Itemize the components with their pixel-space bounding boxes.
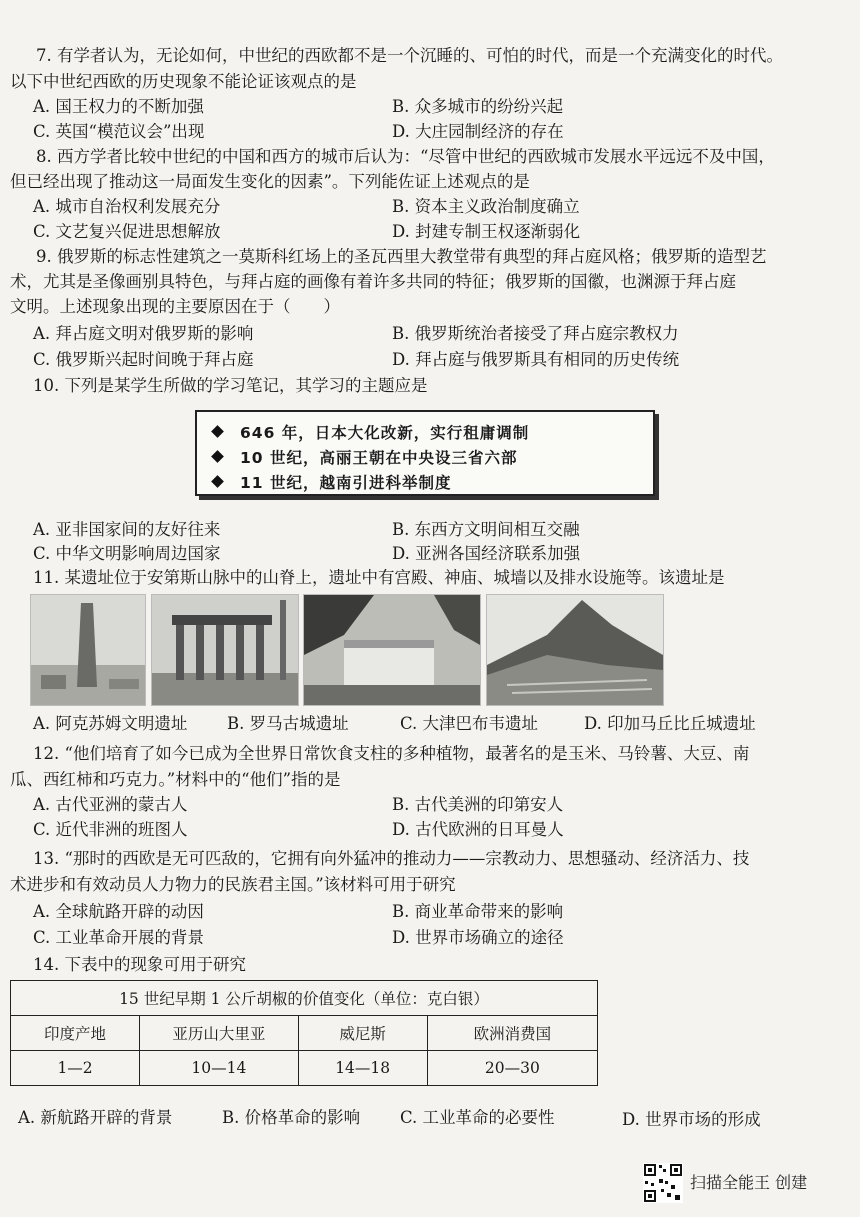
qr-code-icon <box>643 1163 683 1203</box>
header-venice: 威尼斯 <box>298 1016 427 1051</box>
value-alexandria: 10—14 <box>140 1051 298 1086</box>
q14-stem: 14. 下表中的现象可用于研究 <box>33 955 246 974</box>
table-header-row <box>11 1016 598 1051</box>
q9-stem-line1: 9. 俄罗斯的标志性建筑之一莫斯科红场上的圣瓦西里大教堂带有典型的拜占庭风格；俄罗斯的造型艺 <box>36 247 767 266</box>
header-europe: 欧洲消费国 <box>427 1016 597 1051</box>
pepper-price-table <box>10 980 598 1086</box>
note-item <box>213 471 451 493</box>
q11-stem: 11. 某遗址位于安第斯山脉中的山脊上，遗址中有宫殿、神庙、城墙以及排水设施等。该遗址是 <box>33 568 725 587</box>
q7-option-d: D. 大庄园制经济的存在 <box>392 122 564 141</box>
q7-stem-line2: 以下中世纪西欧的历史现象不能论证该观点的是 <box>10 72 357 91</box>
table-title: 15 世纪早期 1 公斤胡椒的价值变化（单位：克白银） <box>11 981 598 1016</box>
study-notes-box <box>195 410 655 496</box>
photo-great-zimbabwe <box>303 594 481 706</box>
q8-stem-line1: 8. 西方学者比较中世纪的中国和西方的城市后认为：“尽管中世纪的西欧城市发展水平远远不及中国， <box>36 147 775 166</box>
q8-option-c: C. 文艺复兴促进思想解放 <box>33 222 221 241</box>
q12-option-d: D. 古代欧洲的日耳曼人 <box>392 820 564 839</box>
q13-option-d: D. 世界市场确立的途径 <box>392 928 564 947</box>
q7-option-a: A. 国王权力的不断加强 <box>33 97 204 116</box>
q12-option-b: B. 古代美洲的印第安人 <box>392 795 564 814</box>
q12-stem-line1: 12. “他们培育了如今已成为全世界日常饮食支柱的多种植物，最著名的是玉米、马铃薯、大豆、南 <box>33 744 750 763</box>
q11-option-b: B. 罗马古城遗址 <box>227 714 349 733</box>
q10-option-c: C. 中华文明影响周边国家 <box>33 544 221 563</box>
q14-option-a: A. 新航路开辟的背景 <box>18 1108 173 1127</box>
value-europe: 20—30 <box>427 1051 597 1086</box>
note-text: 10 世纪，高丽王朝在中央设三省六部 <box>240 449 518 467</box>
q9-option-a: A. 拜占庭文明对俄罗斯的影响 <box>33 324 254 343</box>
q8-option-b: B. 资本主义政治制度确立 <box>392 197 580 216</box>
header-alexandria: 亚历山大里亚 <box>140 1016 298 1051</box>
photo-machu-picchu <box>486 594 664 706</box>
q7-option-b: B. 众多城市的纷纷兴起 <box>392 97 564 116</box>
q10-option-d: D. 亚洲各国经济联系加强 <box>392 544 581 563</box>
value-india: 1—2 <box>11 1051 140 1086</box>
q12-stem-line2: 瓜、西红柿和巧克力。”材料中的“他们”指的是 <box>10 770 341 789</box>
q13-stem-line2: 术进步和有效动员人力物力的民族君主国。”该材料可用于研究 <box>10 875 456 894</box>
q10-stem: 10. 下列是某学生所做的学习笔记，其学习的主题应是 <box>33 376 428 395</box>
q12-option-c: C. 近代非洲的班图人 <box>33 820 188 839</box>
q10-option-b: B. 东西方文明间相互交融 <box>392 520 580 539</box>
table-title-row <box>11 981 598 1016</box>
note-item <box>213 446 517 468</box>
q7-stem-line1: 7. 有学者认为，无论如何，中世纪的西欧都不是一个沉睡的、可怕的时代，而是一个充满变化的时代。 <box>36 46 783 65</box>
q13-option-b: B. 商业革命带来的影响 <box>392 902 564 921</box>
q9-option-c: C. 俄罗斯兴起时间晚于拜占庭 <box>33 350 254 369</box>
q14-option-d: D. 世界市场的形成 <box>622 1110 761 1129</box>
q7-option-c: C. 英国“模范议会”出现 <box>33 122 205 141</box>
q12-option-a: A. 古代亚洲的蒙古人 <box>33 795 188 814</box>
q8-option-d: D. 封建专制王权逐渐弱化 <box>392 222 581 241</box>
q10-option-a: A. 亚非国家间的友好往来 <box>33 520 221 539</box>
q13-stem-line1: 13. “那时的西欧是无可匹敌的，它拥有向外猛冲的推动力——宗教动力、思想骚动、经济活力、技 <box>33 849 750 868</box>
note-item <box>213 421 529 443</box>
header-india: 印度产地 <box>11 1016 140 1051</box>
diamond-bullet-icon <box>211 425 224 438</box>
q13-option-a: A. 全球航路开辟的动因 <box>33 902 204 921</box>
note-text: 11 世纪，越南引进科举制度 <box>240 474 452 492</box>
value-venice: 14—18 <box>298 1051 427 1086</box>
q9-stem-line3: 文明。上述现象出现的主要原因在于（ ） <box>10 297 340 316</box>
q9-option-b: B. 俄罗斯统治者接受了拜占庭宗教权力 <box>392 324 679 343</box>
q9-option-d: D. 拜占庭与俄罗斯具有相同的历史传统 <box>392 350 680 369</box>
table-value-row <box>11 1051 598 1086</box>
diamond-bullet-icon <box>211 475 224 488</box>
q11-option-c: C. 大津巴布韦遗址 <box>400 714 539 733</box>
q14-option-c: C. 工业革命的必要性 <box>400 1108 555 1127</box>
note-text: 646 年，日本大化改新，实行租庸调制 <box>240 424 530 442</box>
q11-option-d: D. 印加马丘比丘城遗址 <box>584 714 756 733</box>
q14-option-b: B. 价格革命的影响 <box>222 1108 361 1127</box>
q8-stem-line2: 但已经出现了推动这一局面发生变化的因素”。下列能佐证上述观点的是 <box>10 172 530 191</box>
q9-stem-line2: 术，尤其是圣像画别具特色，与拜占庭的画像有着许多共同的特征；俄罗斯的国徽，也渊源于拜占庭 <box>10 272 736 291</box>
q8-option-a: A. 城市自治权利发展充分 <box>33 197 221 216</box>
q11-option-a: A. 阿克苏姆文明遗址 <box>33 714 188 733</box>
diamond-bullet-icon <box>211 450 224 463</box>
scanner-watermark: 扫描全能王 创建 <box>690 1173 808 1192</box>
q13-option-c: C. 工业革命开展的背景 <box>33 928 205 947</box>
photo-roman-ruins <box>151 594 299 706</box>
photo-aksum-obelisk <box>30 594 146 706</box>
